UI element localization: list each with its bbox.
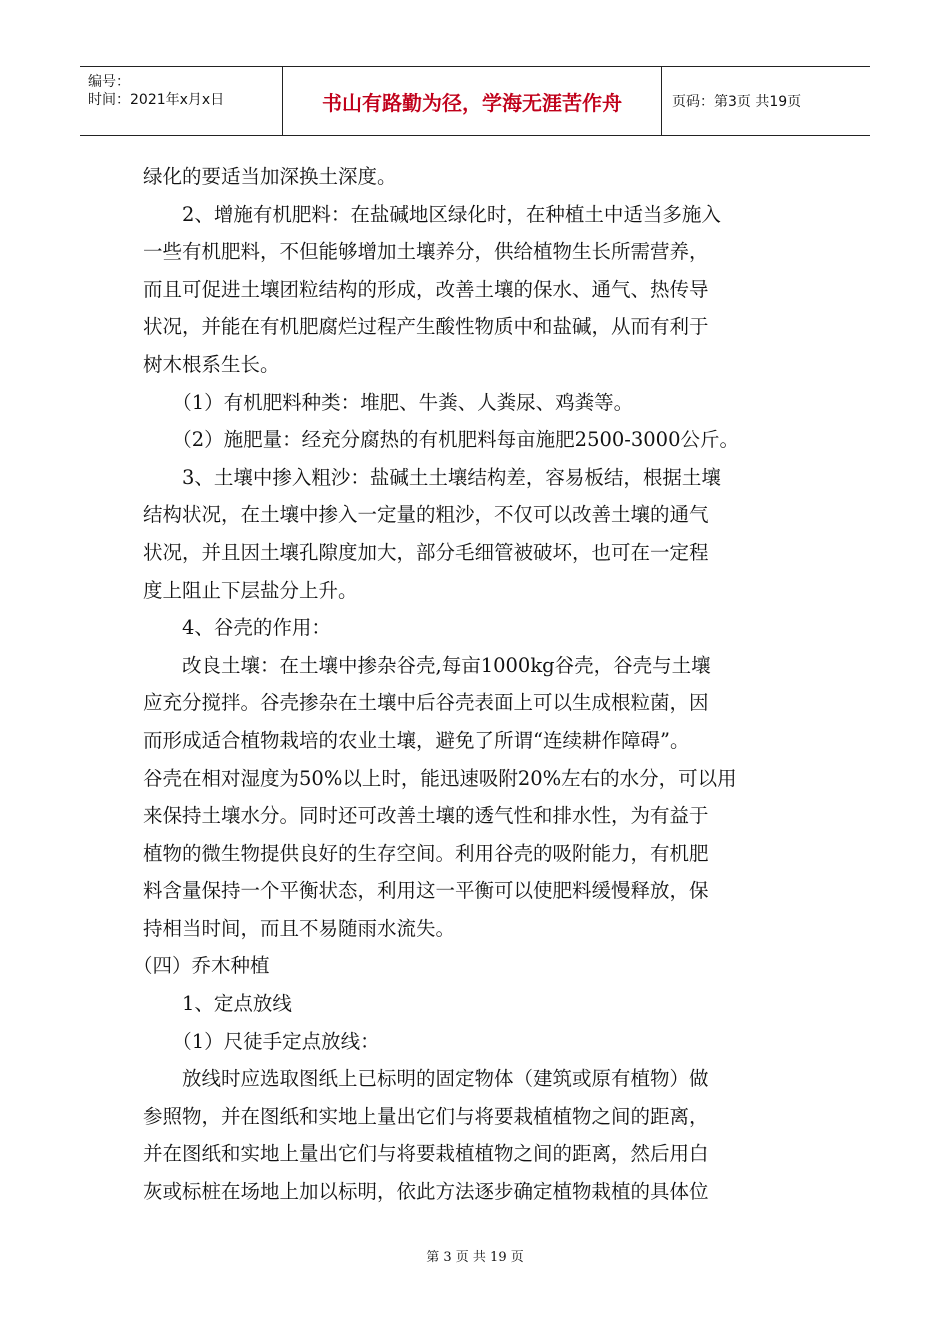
text-line: （1）尺徒手定点放线： (172, 1029, 380, 1053)
text-line: 度上阻止下层盐分上升。 (143, 578, 358, 602)
text-line: 灰或标桩在场地上加以标明，依此方法逐步确定植物栽植的具体位 (143, 1180, 709, 1204)
text-line: 4、谷壳的作用： (182, 616, 331, 640)
text-line: 并在图纸和实地上量出它们与将要栽植植物之间的距离，然后用白 (143, 1142, 709, 1166)
page-header (80, 66, 870, 136)
text-line: 放线时应选取图纸上已标明的固定物体（建筑或原有植物）做 (182, 1067, 709, 1091)
page-footer: 第 3 页 共 19 页 (426, 1250, 524, 1265)
header-page-info: 页码：第3页 共19页 (672, 94, 802, 110)
text-line: 来保持土壤水分。同时还可改善土壤的透气性和排水性，为有益于 (143, 804, 709, 828)
text-line: 3、土壤中掺入粗沙：盐碱土土壤结构差，容易板结，根据土壤 (182, 465, 721, 489)
text-line: （1）有机肥料种类：堆肥、牛粪、人粪尿、鸡粪等。 (172, 390, 634, 414)
document-body (133, 158, 823, 1211)
text-line: 一些有机肥料，不但能够增加土壤养分，供给植物生长所需营养， (143, 240, 709, 264)
header-meta (80, 67, 283, 135)
section-heading: （四）乔木种植 (133, 954, 270, 978)
text-line: 改良土壤：在土壤中掺杂谷壳,每亩1000kg谷壳，谷壳与土壤 (182, 653, 711, 677)
time-label: 时间：2021年x月x日 (88, 92, 225, 108)
text-line: 状况，并能在有机肥腐烂过程产生酸性物质中和盐碱，从而有利于 (143, 315, 709, 339)
text-line: 绿化的要适当加深换土深度。 (143, 165, 397, 188)
number-label: 编号： (88, 74, 130, 90)
text-line: 结构状况，在土壤中掺入一定量的粗沙，不仅可以改善土壤的通气 (143, 503, 709, 527)
text-line: 2、增施有机肥料：在盐碱地区绿化时，在种植土中适当多施入 (182, 202, 721, 226)
text-line: 植物的微生物提供良好的生存空间。利用谷壳的吸附能力，有机肥 (143, 841, 709, 865)
text-line: 而且可促进土壤团粒结构的形成，改善土壤的保水、通气、热传导 (143, 277, 709, 301)
text-line: 树木根系生长。 (143, 352, 280, 376)
text-line: 1、定点放线 (182, 992, 292, 1016)
text-line: 谷壳在相对湿度为50%以上时，能迅速吸附20%左右的水分，可以用 (143, 766, 737, 790)
text-line: 料含量保持一个平衡状态，利用这一平衡可以使肥料缓慢释放，保 (143, 879, 709, 903)
text-line: 参照物，并在图纸和实地上量出它们与将要栽植植物之间的距离， (143, 1104, 709, 1128)
text-line: 状况，并且因土壤孔隙度加大，部分毛细管被破坏，也可在一定程 (143, 540, 709, 564)
text-line: 应充分搅拌。谷壳掺杂在土壤中后谷壳表面上可以生成根粒菌，因 (143, 691, 709, 715)
text-line: 而形成适合植物栽培的农业土壤，避免了所谓“连续耕作障碍”。 (143, 728, 690, 752)
text-line: 持相当时间，而且不易随雨水流失。 (143, 916, 456, 940)
text-line: （2）施肥量：经充分腐热的有机肥料每亩施肥2500-3000公斤。 (172, 428, 739, 452)
header-motto: 书山有路勤为径，学海无涯苦作舟 (283, 67, 662, 135)
